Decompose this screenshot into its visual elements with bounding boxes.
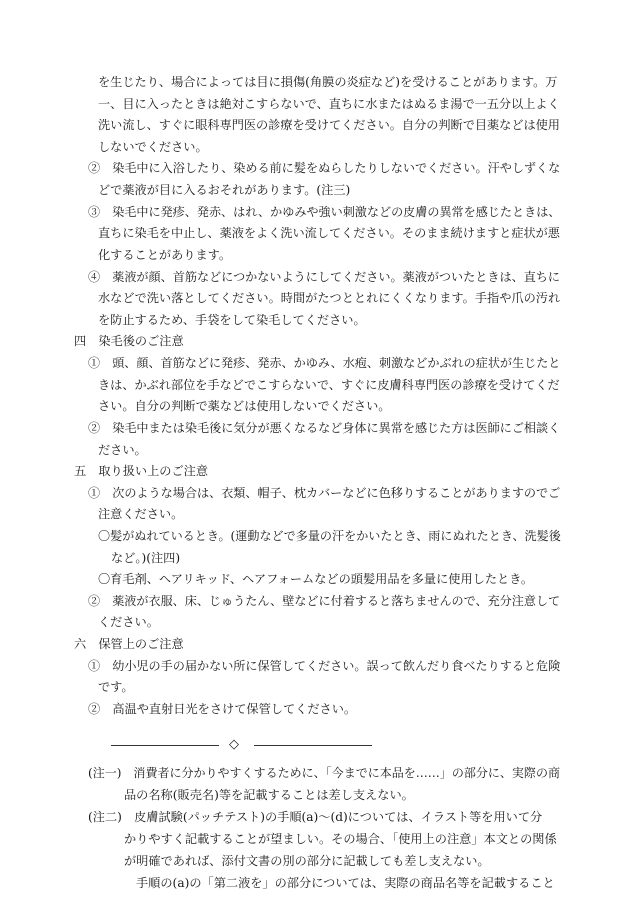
text-line: 〇育毛剤、ヘアリキッド、ヘアフォームなどの頭髪用品を多量に使用したとき。 [98,572,534,586]
section-heading: 四 染毛後のご注意 [74,334,184,348]
text-line: 化することがあります。 [98,248,232,262]
list-item: ④ 薬液が顔、首筋などにつかないようにしてください。薬液がついたときは、直ちに [88,270,561,284]
text-line: 〇髪がぬれているとき。(運動などで多量の汗をかいたとき、雨にぬれたとき、洗髪後 [98,529,561,543]
footnote-line: が明確であれば、添付文書の別の部分に記載しても差し支えない。 [124,854,490,868]
section-heading: 六 保管上のご注意 [74,637,184,651]
text-line: を生じたり、場合によっては目に損傷(角膜の炎症など)を受けることがあります。万 [98,75,558,89]
list-item: ② 染毛中に入浴したり、染める前に髪をぬらしたりしないでください。汗やしずくな [88,161,561,175]
footnote-line: かりやすく記載することが望ましい。その場合、「使用上の注意」本文との関係 [124,832,557,846]
section-heading: 五 取り扱い上のご注意 [74,464,209,478]
text-line: です。 [98,680,134,694]
text-line: どで薬液が目に入るおそれがあります。(注三) [98,183,351,197]
footnote: (注一) 消費者に分かりやすくするために、「今までに本品を……」の部分に、実際の商 [88,766,560,780]
text-line: ください。 [98,615,159,629]
separator-diamond: ◇ [229,737,239,752]
text-line: 洗い流し、すぐに眼科専門医の診療を受けてください。自分の判断で目薬などは使用 [98,118,560,132]
text-line: 注意ください。 [98,507,184,521]
text-line: 水などで洗い落としてください。時間がたつととれにくくなります。手指や爪の汚れ [98,291,561,305]
separator-rule-left [111,745,219,746]
list-item: ② 高温や直射日光をさけて保管してください。 [88,702,357,716]
list-item: ③ 染毛中に発疹、発赤、はれ、かゆみや強い刺激などの皮膚の異常を感じたときは、 [88,205,561,219]
text-line: ださい。 [98,443,147,457]
footnote-line: 手順の(a)の「第二液を」の部分については、実際の商品名等を記載すること [136,876,555,890]
text-line: さい。自分の判断で薬などは使用しないでください。 [98,399,391,413]
separator-rule-right [254,745,372,746]
list-item: ① 頭、顔、首筋などに発疹、発赤、かゆみ、水疱、刺激などかぶれの症状が生じたと [88,356,561,370]
list-item: ① 幼小児の手の届かない所に保管してください。誤って飲んだり食べたりすると危険 [88,659,561,673]
text-line: 一、目に入ったときは絶対こすらないで、直ちに水またはぬるま湯で一五分以上よく [98,97,560,111]
footnote: (注二) 皮膚試験(パッチテスト)の手順(a)〜(d)については、イラスト等を用いて分 [88,810,543,824]
text-line: 直ちに染毛を中止し、薬液をよく洗い流してください。そのまま続けますと症状が悪 [98,226,560,240]
list-item: ① 次のような場合は、衣類、帽子、枕カバーなどに色移りすることがありますのでご [88,486,561,500]
text-line: きは、かぶれ部位を手などでこすらないで、すぐに皮膚科専門医の診療を受けてくだ [98,378,560,392]
text-line: など。)(注四) [111,551,181,565]
text-line: を防止するため、手袋をして染毛してください。 [98,313,366,327]
list-item: ② 染毛中または染毛後に気分が悪くなるなど身体に異常を感じた方は医師にご相談く [88,421,561,435]
text-line: しないでください。 [98,140,208,154]
footnote-line: 品の名称(販売名)等を記載することは差し支えない。 [124,788,414,802]
list-item: ② 薬液が衣服、床、じゅうたん、壁などに付着すると落ちませんので、充分注意して [88,594,561,608]
